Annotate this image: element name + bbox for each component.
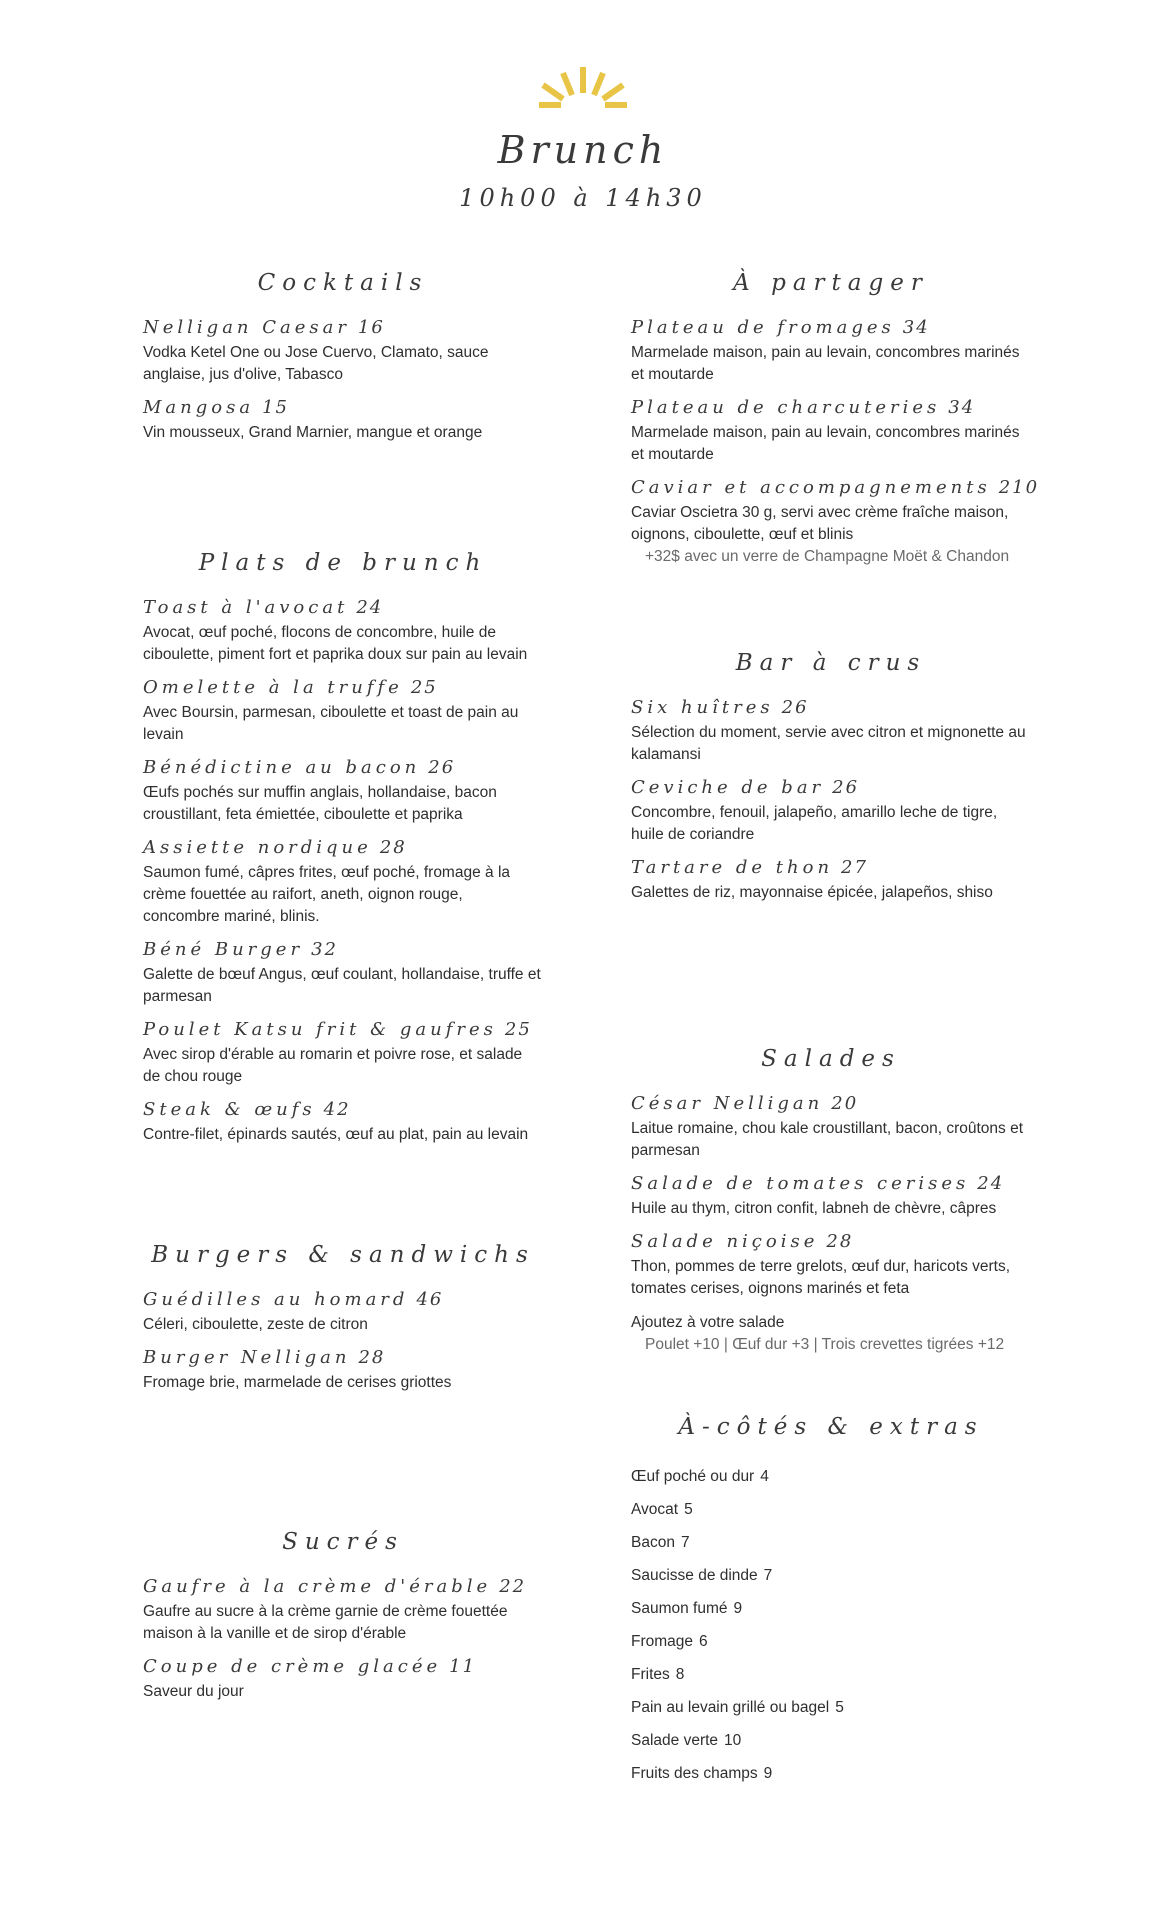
menu-item [143, 676, 543, 746]
item-price: 26 [428, 757, 456, 778]
section-a-cotes-extras [631, 1412, 1031, 1790]
item-name: Salade de tomates cerises [631, 1173, 970, 1194]
extra-price: 6 [699, 1633, 708, 1650]
menu-item [143, 1288, 543, 1336]
extra-price: 5 [684, 1501, 693, 1518]
item-description: Vodka Ketel One ou Jose Cuervo, Clamato, sauce anglaise, jus d'olive, Tabasco [143, 344, 489, 383]
extra-price: 7 [680, 1534, 690, 1551]
extra-price: 9 [733, 1600, 743, 1617]
item-name: Coupe de crème glacée [143, 1656, 442, 1677]
item-description: Laitue romaine, chou kale croustillant, bacon, croûtons et parmesan [631, 1120, 1024, 1159]
item-price: 28 [358, 1347, 386, 1368]
item-description: Thon, pommes de terre grelots, œuf dur, haricots verts, tomates cerises, oignons marinés et feta [631, 1258, 1011, 1297]
section-title: Salades [761, 1046, 901, 1072]
extra-price: 5 [835, 1699, 844, 1716]
menu-item [631, 856, 1031, 904]
item-description: Galette de bœuf Angus, œuf coulant, hollandaise, truffe et parmesan [143, 966, 541, 1005]
extra-item [631, 1526, 1031, 1559]
section-title: À partager [733, 270, 929, 296]
section-sucres [143, 1527, 543, 1713]
item-description: Saveur du jour [143, 1683, 244, 1700]
item-name: Poulet Katsu frit & gaufres [143, 1019, 497, 1040]
section-title: À-côtés & extras [678, 1414, 984, 1440]
item-name: Toast à l'avocat [143, 597, 349, 618]
extra-name: Avocat [631, 1501, 679, 1518]
extra-item [631, 1592, 1031, 1625]
item-description: Céleri, ciboulette, zeste de citron [143, 1316, 368, 1333]
item-price: 22 [499, 1576, 527, 1597]
section-bar-a-crus [631, 648, 1031, 914]
item-name: Assiette nordique [143, 837, 372, 858]
extra-item [631, 1724, 1031, 1757]
extra-name: Frites [631, 1666, 670, 1683]
extra-name: Fruits des champs [631, 1765, 758, 1782]
item-description: Marmelade maison, pain au levain, concombres marinés et moutarde [631, 344, 1020, 383]
page-hours: 10h00 à 14h30 [459, 184, 707, 212]
item-price: 28 [826, 1231, 854, 1252]
section-title: Burgers & sandwichs [151, 1242, 535, 1268]
item-description: Œufs pochés sur muffin anglais, hollandaise, bacon croustillant, feta émiettée, ciboulette et paprika [143, 784, 497, 823]
extra-name: Bacon [631, 1534, 675, 1551]
extra-item [631, 1493, 1031, 1526]
item-name: Caviar et accompagnements [631, 477, 991, 498]
extra-name: Œuf poché ou dur [631, 1468, 755, 1485]
extra-item [631, 1757, 1031, 1790]
item-price: 210 [998, 477, 1040, 498]
item-name: Bénédictine au bacon [143, 757, 421, 778]
extra-name: Fromage [631, 1633, 694, 1650]
menu-item [143, 1098, 543, 1146]
item-description: Avec sirop d'érable au romarin et poivre rose, et salade de chou rouge [143, 1046, 523, 1085]
item-name: Omelette à la truffe [143, 677, 403, 698]
item-description: Gaufre au sucre à la crème garnie de crème fouettée maison à la vanille et de sirop d'érable [143, 1603, 508, 1642]
section-cocktails [143, 268, 543, 454]
section-salades [631, 1044, 1031, 1356]
menu-item [143, 938, 543, 1008]
menu-item [631, 316, 1031, 386]
item-price: 26 [781, 697, 809, 718]
section-title: Bar à crus [735, 650, 927, 676]
item-description: Vin mousseux, Grand Marnier, mangue et orange [143, 424, 483, 441]
extra-item [631, 1460, 1031, 1493]
menu-item [143, 1575, 543, 1645]
item-price: 15 [262, 397, 289, 418]
sunburst-logo-icon [537, 65, 629, 113]
item-description: Galettes de riz, mayonnaise épicée, jalapeños, shiso [631, 884, 993, 901]
section-burgers-sandwichs [143, 1240, 543, 1404]
extra-name: Saucisse de dinde [631, 1567, 758, 1584]
item-description: Fromage brie, marmelade de cerises griottes [143, 1374, 452, 1391]
item-description: Contre-filet, épinards sautés, œuf au plat, pain au levain [143, 1126, 529, 1143]
item-price: 11 [449, 1656, 477, 1677]
section-a-partager [631, 268, 1040, 578]
item-name: Plateau de charcuteries [631, 397, 941, 418]
menu-item [631, 1092, 1031, 1162]
item-description: Saumon fumé, câpres frites, œuf poché, fromage à la crème fouettée au raifort, aneth, oignon rouge, concombre mariné, blinis. [143, 864, 511, 925]
item-price: 34 [902, 317, 930, 338]
section-title: Plats de brunch [198, 550, 488, 576]
item-price: 42 [323, 1099, 351, 1120]
menu-item [143, 836, 543, 928]
item-name: Guédilles au homard [143, 1289, 409, 1310]
menu-item [631, 1172, 1031, 1220]
item-name: Ceviche de bar [631, 777, 825, 798]
item-price: 46 [416, 1289, 444, 1310]
salad-add-ons-title: Ajoutez à votre salade [631, 1314, 785, 1331]
page-title: Brunch [497, 128, 669, 172]
extra-name: Saumon fumé [631, 1600, 728, 1617]
item-description: Concombre, fenouil, jalapeño, amarillo leche de tigre, huile de coriandre [631, 804, 998, 843]
item-price: 27 [841, 857, 868, 878]
section-plats-de-brunch [143, 548, 543, 1156]
menu-item [143, 1655, 543, 1703]
item-price: 32 [311, 939, 338, 960]
item-price: 34 [948, 397, 976, 418]
item-description: Marmelade maison, pain au levain, concombres marinés et moutarde [631, 424, 1020, 463]
item-description: Huile au thym, citron confit, labneh de chèvre, câpres [631, 1200, 997, 1217]
extra-price: 4 [760, 1468, 769, 1485]
item-note: +32$ avec un verre de Champagne Moët & Chandon [645, 548, 1010, 565]
item-name: Burger Nelligan [143, 1347, 351, 1368]
item-description: Caviar Oscietra 30 g, servi avec crème fraîche maison, oignons, ciboulette, œuf et blinis [631, 504, 1009, 543]
extra-price: 7 [763, 1567, 773, 1584]
extra-item [631, 1559, 1031, 1592]
menu-item [631, 476, 1040, 568]
menu-item [143, 756, 543, 826]
item-name: Tartare de thon [631, 857, 834, 878]
item-price: 16 [357, 317, 385, 338]
extra-price: 8 [675, 1666, 685, 1683]
extra-name: Pain au levain grillé ou bagel [631, 1699, 830, 1716]
menu-item [631, 1230, 1031, 1300]
menu-item [631, 396, 1031, 466]
menu-item [143, 1018, 543, 1088]
menu-item [631, 696, 1031, 766]
extra-price: 9 [763, 1765, 773, 1782]
section-title: Sucrés [282, 1529, 404, 1555]
item-name: Salade niçoise [631, 1231, 819, 1252]
section-title: Cocktails [257, 270, 429, 296]
extra-item [631, 1625, 1031, 1658]
menu-item [143, 316, 543, 386]
menu-item [143, 396, 543, 444]
item-name: Gaufre à la crème d'érable [143, 1576, 492, 1597]
item-price: 24 [356, 597, 384, 618]
item-name: Steak & œufs [143, 1099, 316, 1120]
item-name: Béné Burger [143, 939, 304, 960]
item-price: 20 [831, 1093, 859, 1114]
salad-add-ons-list: Poulet +10 | Œuf dur +3 | Trois crevettes tigrées +12 [645, 1336, 1005, 1353]
extra-name: Salade verte [631, 1732, 719, 1749]
item-name: Mangosa [143, 397, 255, 418]
item-description: Avocat, œuf poché, flocons de concombre, huile de ciboulette, piment fort et paprika doux sur pain au levain [143, 624, 528, 663]
item-name: César Nelligan [631, 1093, 824, 1114]
item-price: 26 [832, 777, 860, 798]
menu-item [631, 776, 1031, 846]
salad-add-ons [631, 1312, 1031, 1356]
item-description: Avec Boursin, parmesan, ciboulette et toast de pain au levain [143, 704, 519, 743]
menu-item [143, 596, 543, 666]
extra-item [631, 1658, 1031, 1691]
item-name: Plateau de fromages [631, 317, 895, 338]
item-price: 28 [379, 837, 407, 858]
item-price: 25 [410, 677, 438, 698]
menu-item [143, 1346, 543, 1394]
extra-price: 10 [724, 1732, 742, 1749]
item-name: Nelligan Caesar [143, 317, 350, 338]
item-price: 25 [504, 1019, 532, 1040]
item-price: 24 [977, 1173, 1005, 1194]
item-name: Six huîtres [631, 697, 774, 718]
item-description: Sélection du moment, servie avec citron et mignonette au kalamansi [631, 724, 1026, 763]
extra-item [631, 1691, 1031, 1724]
